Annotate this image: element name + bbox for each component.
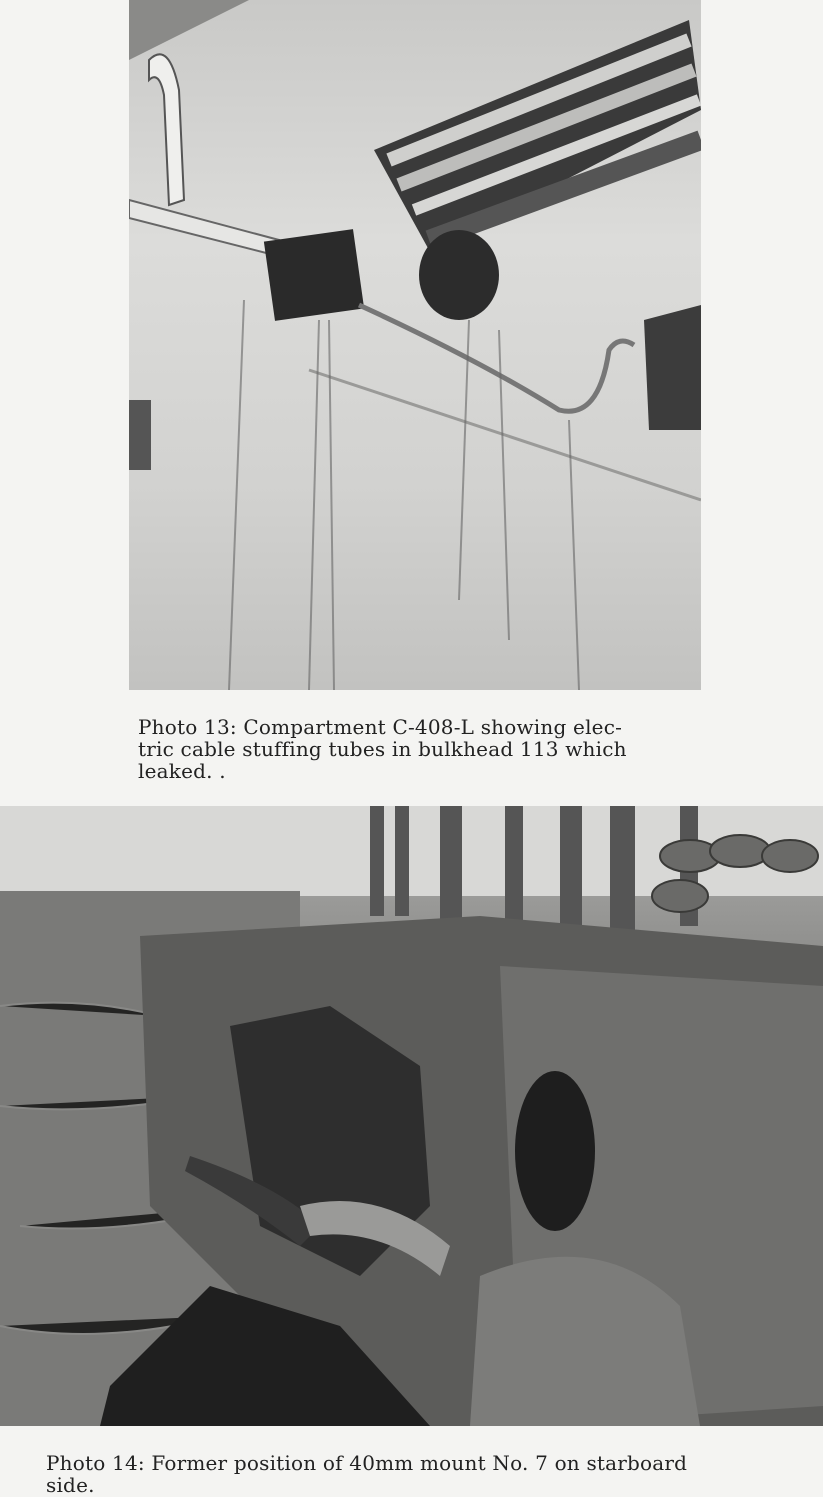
photo-14-illustration	[0, 806, 823, 1426]
photo-14-caption: Photo 14: Former position of 40mm mount No. 7 on starboard side.	[46, 1451, 688, 1497]
photo-13-illustration	[129, 0, 701, 690]
photo-13-bulkhead-cables	[129, 0, 701, 690]
photo-13-caption: Photo 13: Compartment C-408-L showing elec- tric cable stuffing tubes in bulkhead 113 which leaked. .	[138, 715, 627, 783]
photo-14-damaged-mount	[0, 806, 823, 1426]
